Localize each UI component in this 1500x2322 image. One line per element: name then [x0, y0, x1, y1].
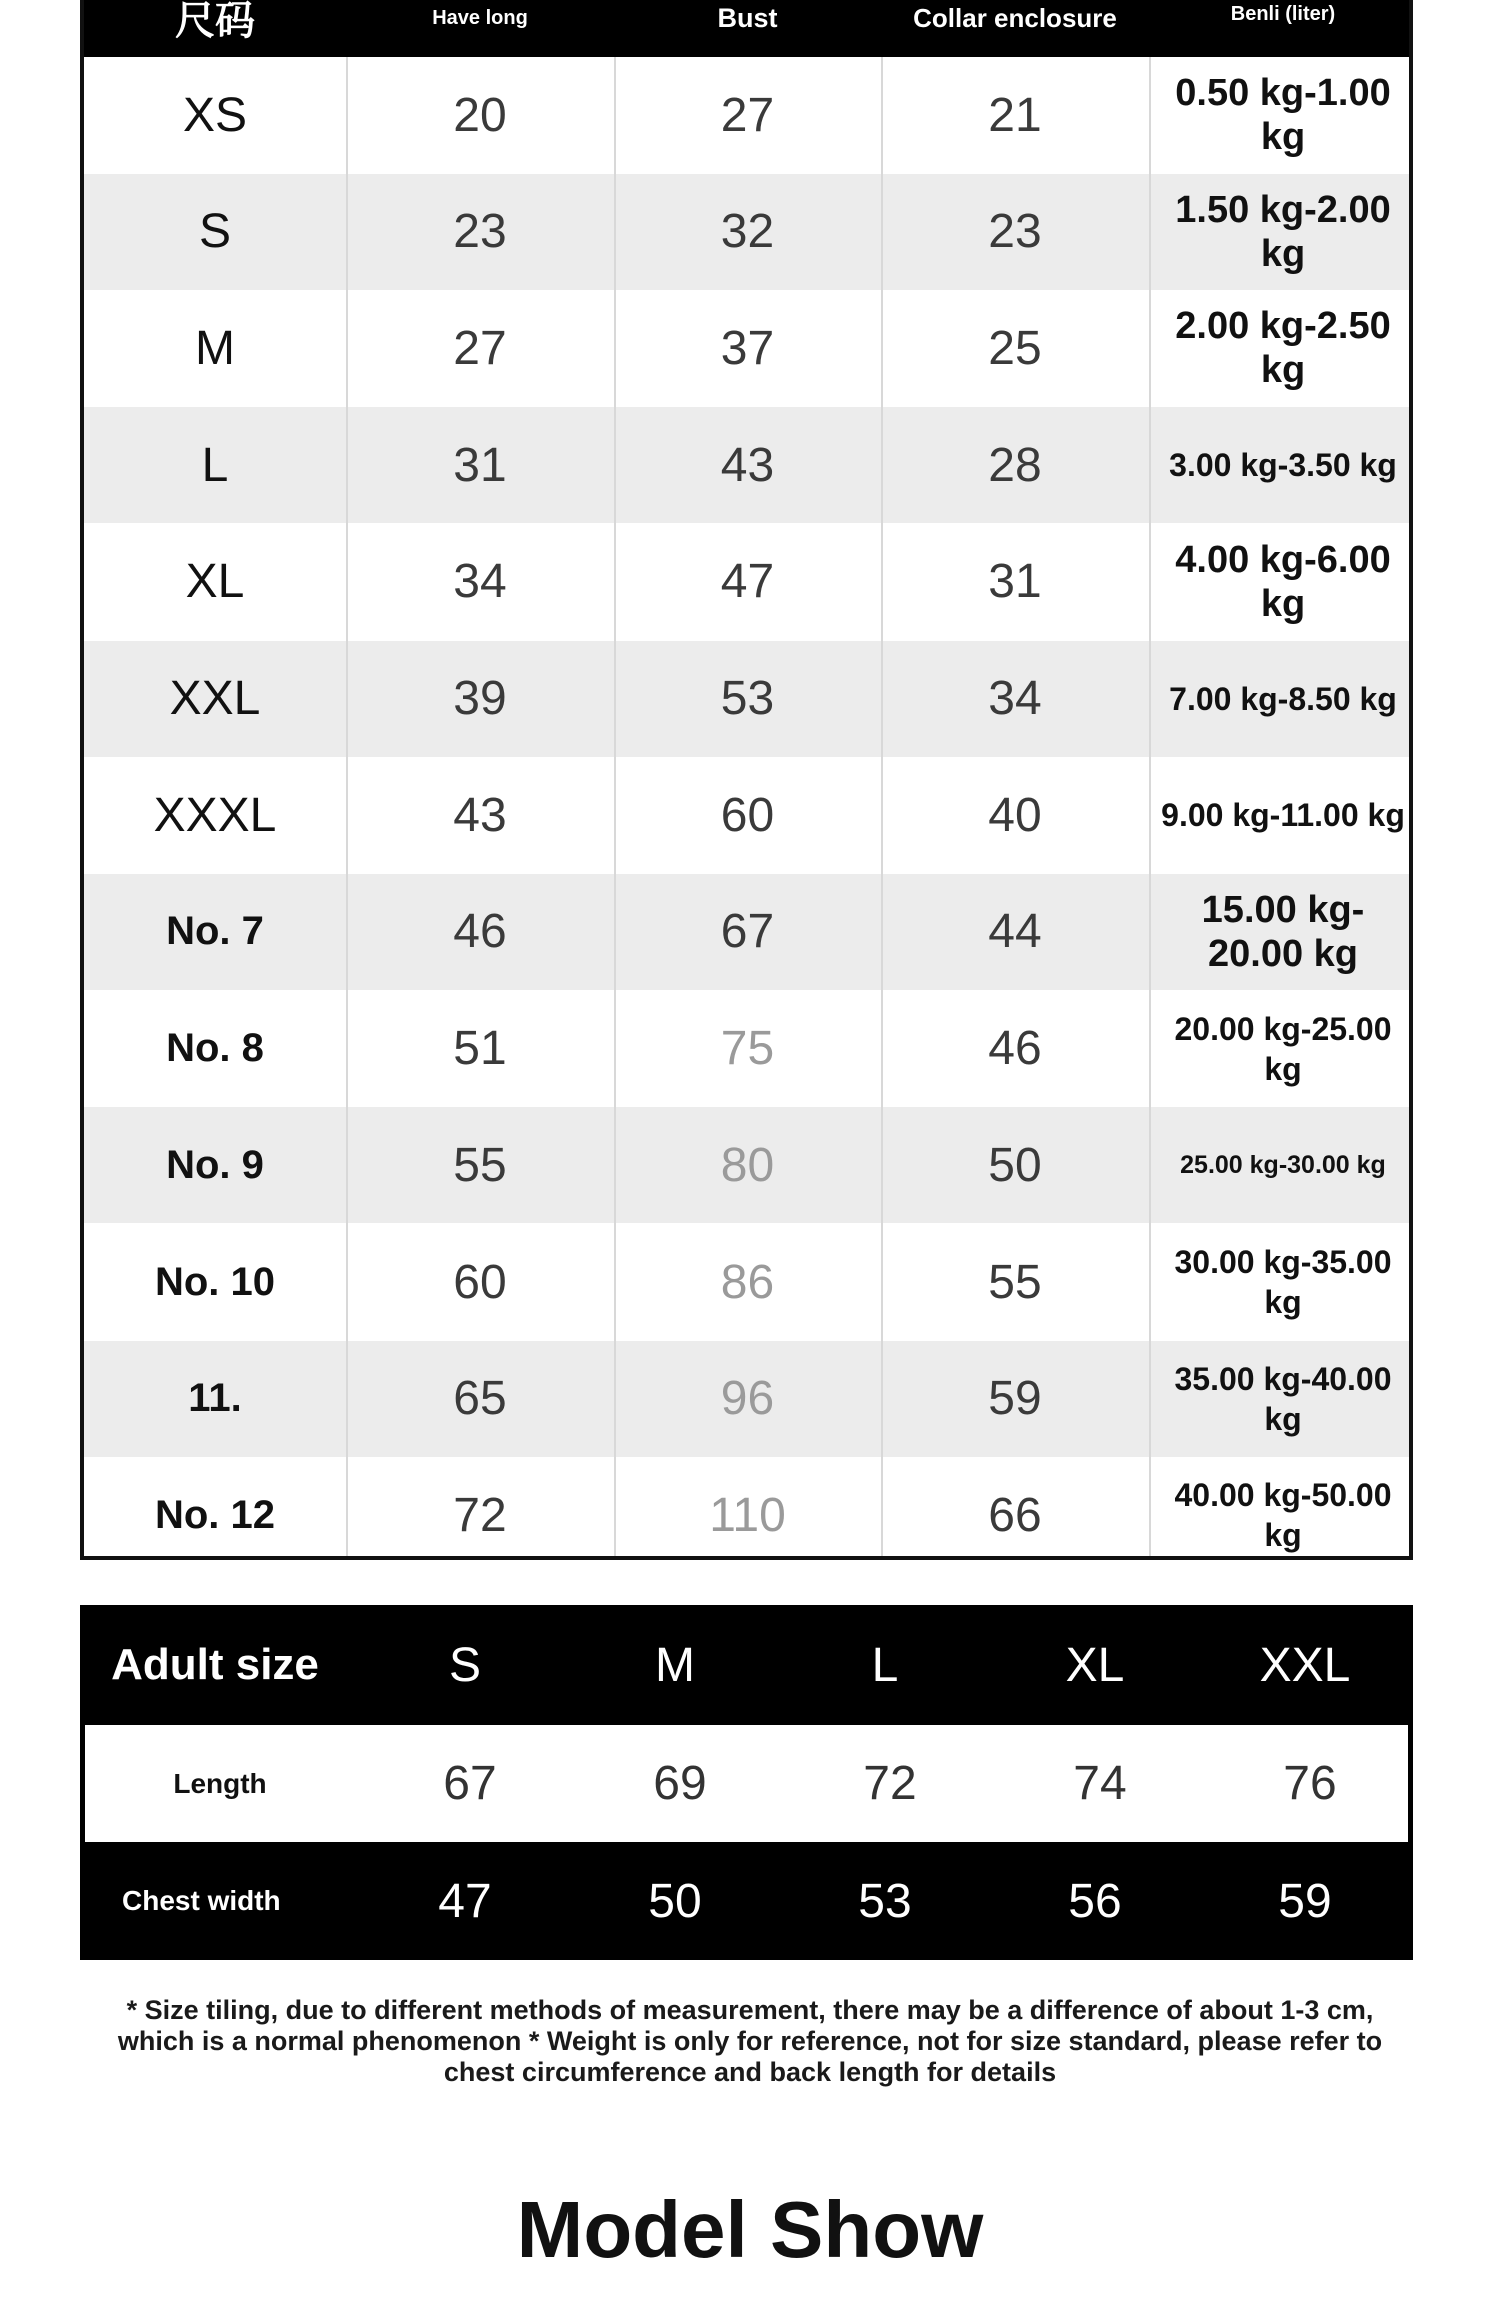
length-cell: 72	[453, 1488, 507, 1542]
length-cell: 31	[453, 438, 507, 492]
bust-cell: 75	[720, 1022, 775, 1076]
length-cell: 46	[453, 905, 507, 959]
bust-cell: 67	[720, 905, 775, 959]
size-cell: M	[195, 321, 235, 375]
table-row	[84, 1107, 1409, 1223]
bust-cell: 27	[720, 88, 775, 142]
table-row	[84, 757, 1409, 873]
chest-width-value: 56	[1068, 1874, 1122, 1928]
header-size: 尺码	[175, 0, 255, 43]
column-divider	[881, 57, 883, 1556]
length-value: 76	[1283, 1757, 1337, 1810]
length-cell: 43	[453, 788, 507, 842]
header-collar: Collar enclosure	[913, 3, 1117, 33]
collar-cell: 59	[988, 1372, 1042, 1426]
header-length: Have long	[432, 7, 528, 29]
size-cell: 11.	[188, 1376, 242, 1421]
model-show-heading: Model Show	[516, 2185, 984, 2274]
collar-cell: 28	[988, 438, 1042, 492]
length-label: Length	[173, 1767, 267, 1799]
bust-cell: 96	[720, 1372, 775, 1426]
length-value: 67	[443, 1757, 497, 1810]
collar-cell: 50	[988, 1138, 1042, 1192]
length-cell: 51	[453, 1022, 507, 1076]
table-row	[84, 407, 1409, 523]
table-row	[84, 174, 1409, 290]
chest-width-value: 50	[648, 1874, 702, 1928]
bust-cell: 60	[720, 788, 775, 842]
weight-cell: 20.00 kg-25.00 kg	[1174, 1010, 1392, 1087]
chest-width-value: 53	[858, 1874, 912, 1928]
measurement-footnote: * Size tiling, due to different methods of measurement, there may be a difference of about 1-3 cm, which is a normal phenomenon * Weight is only for reference, not for size standard, please refer to chest circumference and back length for details	[117, 1995, 1383, 2087]
bust-cell: 43	[720, 438, 775, 492]
length-cell: 55	[453, 1138, 507, 1192]
bust-cell: 32	[720, 205, 775, 259]
adult-size-label: L	[871, 1638, 899, 1692]
header-weight: Benli (liter)	[1230, 3, 1336, 25]
size-cell: XXL	[169, 672, 261, 725]
pet-table-header	[84, 0, 1409, 57]
collar-cell: 55	[988, 1255, 1042, 1309]
length-value: 69	[653, 1757, 707, 1810]
weight-cell: 4.00 kg-6.00 kg	[1175, 538, 1391, 625]
bust-cell: 37	[720, 321, 775, 375]
adult-size-label: XXL	[1259, 1638, 1351, 1692]
weight-cell: 35.00 kg-40.00 kg	[1174, 1360, 1392, 1437]
weight-cell: 3.00 kg-3.50 kg	[1169, 447, 1397, 484]
weight-cell: 25.00 kg-30.00 kg	[1180, 1151, 1386, 1180]
weight-cell: 2.00 kg-2.50 kg	[1175, 305, 1391, 392]
bust-cell: 80	[720, 1138, 775, 1192]
length-cell: 20	[453, 88, 507, 142]
collar-cell: 46	[988, 1022, 1042, 1076]
header-bust: Bust	[717, 3, 778, 33]
collar-cell: 44	[988, 905, 1042, 959]
pet-size-table	[80, 0, 1413, 1560]
size-cell: No. 7	[166, 909, 264, 954]
bust-cell: 53	[720, 672, 775, 725]
adult-size-label: XL	[1065, 1638, 1125, 1692]
table-row	[84, 57, 1409, 173]
size-cell: XL	[185, 555, 245, 609]
size-cell: No. 12	[154, 1492, 276, 1537]
weight-cell: 7.00 kg-8.50 kg	[1169, 680, 1397, 717]
adult-size-label: M	[655, 1638, 695, 1692]
weight-cell: 30.00 kg-35.00 kg	[1174, 1244, 1392, 1320]
chest-width-label: Chest width	[122, 1885, 281, 1916]
length-cell: 39	[453, 672, 507, 725]
collar-cell: 34	[988, 672, 1042, 725]
size-cell: XS	[182, 88, 248, 142]
length-value: 74	[1073, 1757, 1127, 1810]
collar-cell: 31	[988, 555, 1042, 609]
weight-cell: 15.00 kg-20.00 kg	[1201, 888, 1365, 975]
column-divider	[614, 57, 616, 1556]
adult-header-row	[80, 1605, 1413, 1725]
column-divider	[346, 57, 348, 1556]
table-row	[84, 290, 1409, 406]
bust-cell: 47	[720, 555, 775, 609]
table-row	[84, 641, 1409, 757]
chest-width-value: 47	[438, 1874, 492, 1928]
weight-cell: 0.50 kg-1.00 kg	[1175, 72, 1391, 158]
length-value: 72	[863, 1757, 917, 1810]
collar-cell: 66	[988, 1488, 1042, 1542]
length-cell: 27	[453, 321, 507, 375]
weight-cell: 9.00 kg-11.00 kg	[1161, 797, 1405, 834]
table-row	[84, 874, 1409, 990]
weight-cell: 1.50 kg-2.00 kg	[1175, 188, 1391, 275]
adult-size-table	[80, 1605, 1413, 1960]
table-row	[84, 1224, 1409, 1340]
table-row	[84, 1457, 1409, 1573]
table-row	[84, 991, 1409, 1107]
chest-width-value: 59	[1278, 1874, 1332, 1928]
length-cell: 23	[453, 205, 507, 259]
weight-cell: 40.00 kg-50.00 kg	[1174, 1477, 1392, 1554]
length-cell: 34	[453, 555, 507, 609]
table-row	[84, 524, 1409, 640]
adult-size-label: S	[448, 1638, 481, 1692]
length-cell: 65	[453, 1372, 507, 1426]
bust-cell: 110	[709, 1488, 786, 1542]
column-divider	[1149, 57, 1151, 1556]
size-cell: L	[201, 438, 229, 492]
adult-chest-row	[80, 1842, 1413, 1960]
length-cell: 60	[453, 1255, 507, 1309]
collar-cell: 40	[988, 788, 1042, 842]
collar-cell: 25	[988, 321, 1042, 375]
size-cell: XXXL	[153, 788, 277, 842]
collar-cell: 21	[988, 88, 1042, 142]
size-cell: S	[198, 205, 231, 259]
collar-cell: 23	[988, 205, 1042, 259]
size-cell: No. 9	[166, 1142, 264, 1187]
adult-size-title: Adult size	[111, 1640, 319, 1689]
adult-length-row	[85, 1725, 1408, 1842]
size-cell: No. 10	[154, 1259, 276, 1304]
bust-cell: 86	[720, 1255, 775, 1309]
size-cell: No. 8	[166, 1026, 264, 1071]
table-row	[84, 1341, 1409, 1457]
